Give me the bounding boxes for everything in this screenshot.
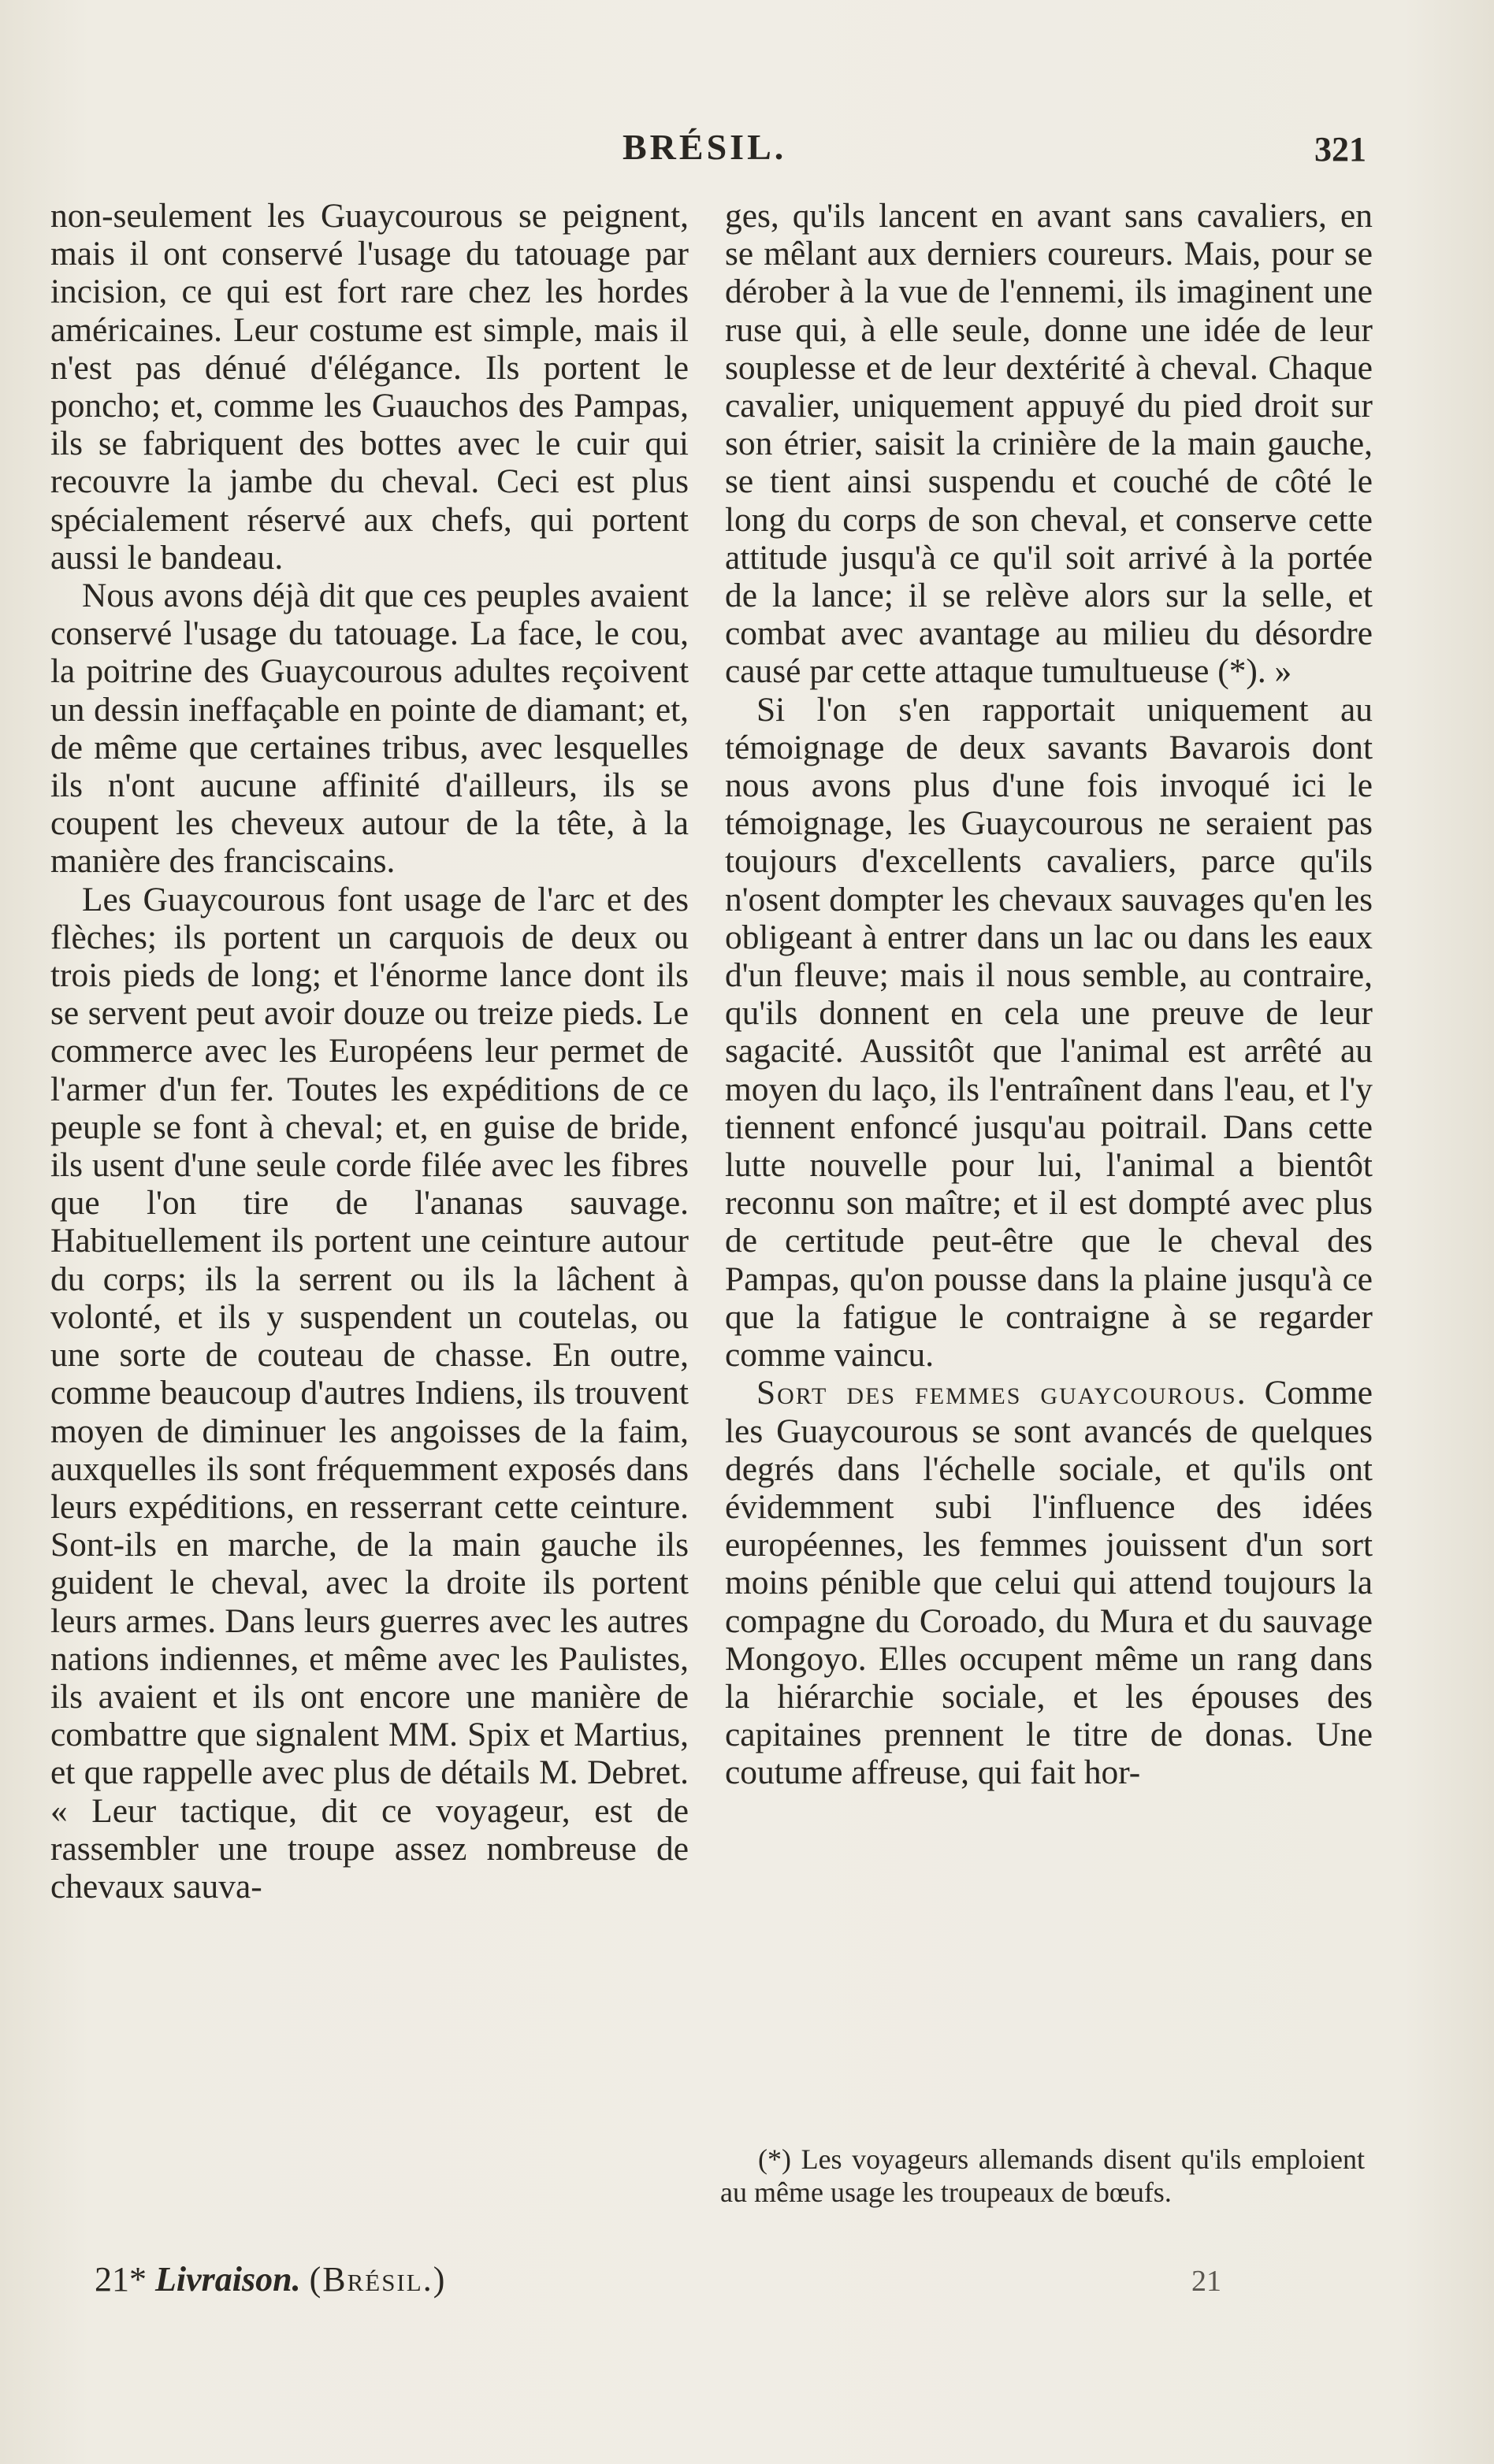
- section-paragraph: [725, 1374, 1373, 1791]
- livraison-line: [95, 2259, 446, 2299]
- page-number: 321: [1314, 130, 1366, 169]
- footnote: (*) Les voyageurs allemands disent qu'ils emploient au même usage les troupeaux de bœufs.: [720, 2143, 1365, 2208]
- signature-mark: 21: [1191, 2265, 1221, 2298]
- livraison-number: 21*: [95, 2260, 147, 2299]
- paragraph: non-seulement les Guaycourous se peignent, mais il ont conservé l'usage du tatouage par incision, ce qui est fort rare chez les hordes américaines. Leur costume est simple, mais il n'est pas dénué d'élégance. Ils portent le poncho; et, comme les Guauchos des Pampas, ils se fabriquent des bottes avec le cuir qui recouvre la jambe du cheval. Ceci est plus spécialement réservé aux chefs, qui portent aussi le bandeau.: [50, 197, 689, 577]
- left-column: [50, 197, 689, 1906]
- paragraph: ges, qu'ils lancent en avant sans cavaliers, en se mêlant aux derniers coureurs. Mais, pour se dérober à la vue de l'ennemi, ils imaginent une ruse qui, à elle seule, donne une idée de leur souplesse et de leur dextérité à cheval. Chaque cavalier, uniquement appuyé du pied droit sur son étrier, saisit la crinière de la main gauche, se tient ainsi suspendu et couché de côté le long du corps de son cheval, et conserve cette attitude jusqu'à ce qu'il soit arrivé à la portée de la lance; il se relève alors sur la selle, et combat avec avantage au milieu du désordre causé par cette attaque tumultueuse (*). »: [725, 197, 1373, 691]
- running-title: BRÉSIL.: [622, 127, 787, 167]
- paragraph: Les Guaycourous font usage de l'arc et des flèches; ils portent un carquois de deux ou trois pieds de long; et l'énorme lance dont ils se servent peut avoir douze ou treize pieds. Le commerce avec les Européens leur permet de l'armer d'un fer. Toutes les expéditions de ce peuple se font à cheval; et, en guise de bride, ils usent d'une seule corde filée avec les fibres que l'on tire de l'ananas sauvage. Habituellement ils portent une ceinture autour du corps; ils la serrent ou ils la lâchent à volonté, et ils y suspendent un coutelas, ou une sorte de couteau de chasse. En outre, comme beaucoup d'autres Indiens, ils trouvent moyen de diminuer les angoisses de la faim, auxquelles ils sont fréquemment exposés dans leurs expéditions, en resserrant cette ceinture. Sont-ils en marche, de la main gauche ils guident le cheval, avec la droite ils portent leurs armes. Dans leurs guerres avec les autres nations indiennes, et même avec les Paulistes, ils avaient et ils ont encore une manière de combattre que signalent MM. Spix et Martius, et que rappelle avec plus de détails M. Debret. « Leur tactique, dit ce voyageur, est de rassembler une troupe assez nombreuse de chevaux sauva-: [50, 880, 689, 1906]
- section-heading: Sort des femmes guaycourous.: [756, 1374, 1247, 1412]
- section-text: Comme les Guaycourous se sont avancés de quelques degrés dans l'échelle sociale, et qu'ils ont évidemment subi l'influence des idées européennes, les femmes jouissent d'un sort moins pénible que celui qui attend toujours la compagne du Coroado, du Mura et du sauvage Mongoyo. Elles occupent même un rang dans la hiérarchie sociale, et les épouses des capitaines prennent le titre de donas. Une coutume affreuse, qui fait hor-: [725, 1374, 1373, 1792]
- paragraph: Nous avons déjà dit que ces peuples avaient conservé l'usage du tatouage. La face, le cou, la poitrine des Guaycourous adultes reçoivent un dessin ineffaçable en pointe de diamant; et, de même que certaines tribus, avec lesquelles ils n'ont aucune affinité d'ailleurs, ils se coupent les cheveux autour de la tête, à la manière des franciscains.: [50, 577, 689, 881]
- livraison-label: Livraison.: [155, 2260, 301, 2299]
- right-column: [725, 197, 1373, 1792]
- livraison-volume: (Brésil.): [309, 2260, 447, 2299]
- running-head: [0, 126, 1494, 173]
- paragraph: Si l'on s'en rapportait uniquement au témoignage de deux savants Bavarois dont nous avons plus d'une fois invoqué ici le témoignage, les Guaycourous ne seraient pas toujours d'excellents cavaliers, parce qu'ils n'osent dompter les chevaux sauvages qu'en les obligeant à entrer dans un lac ou dans les eaux d'un fleuve; mais il nous semble, au contraire, qu'ils donnent en cela une preuve de leur sagacité. Aussitôt que l'animal est arrêté au moyen du laço, ils l'entraînent dans l'eau, et l'y tiennent enfoncé jusqu'au poitrail. Dans cette lutte nouvelle pour lui, l'animal a bientôt reconnu son maître; et il est dompté avec plus de certitude peut-être que le cheval des Pampas, qu'on pousse dans la plaine jusqu'à ce que la fatigue le contraigne à se regarder comme vaincu.: [725, 690, 1373, 1375]
